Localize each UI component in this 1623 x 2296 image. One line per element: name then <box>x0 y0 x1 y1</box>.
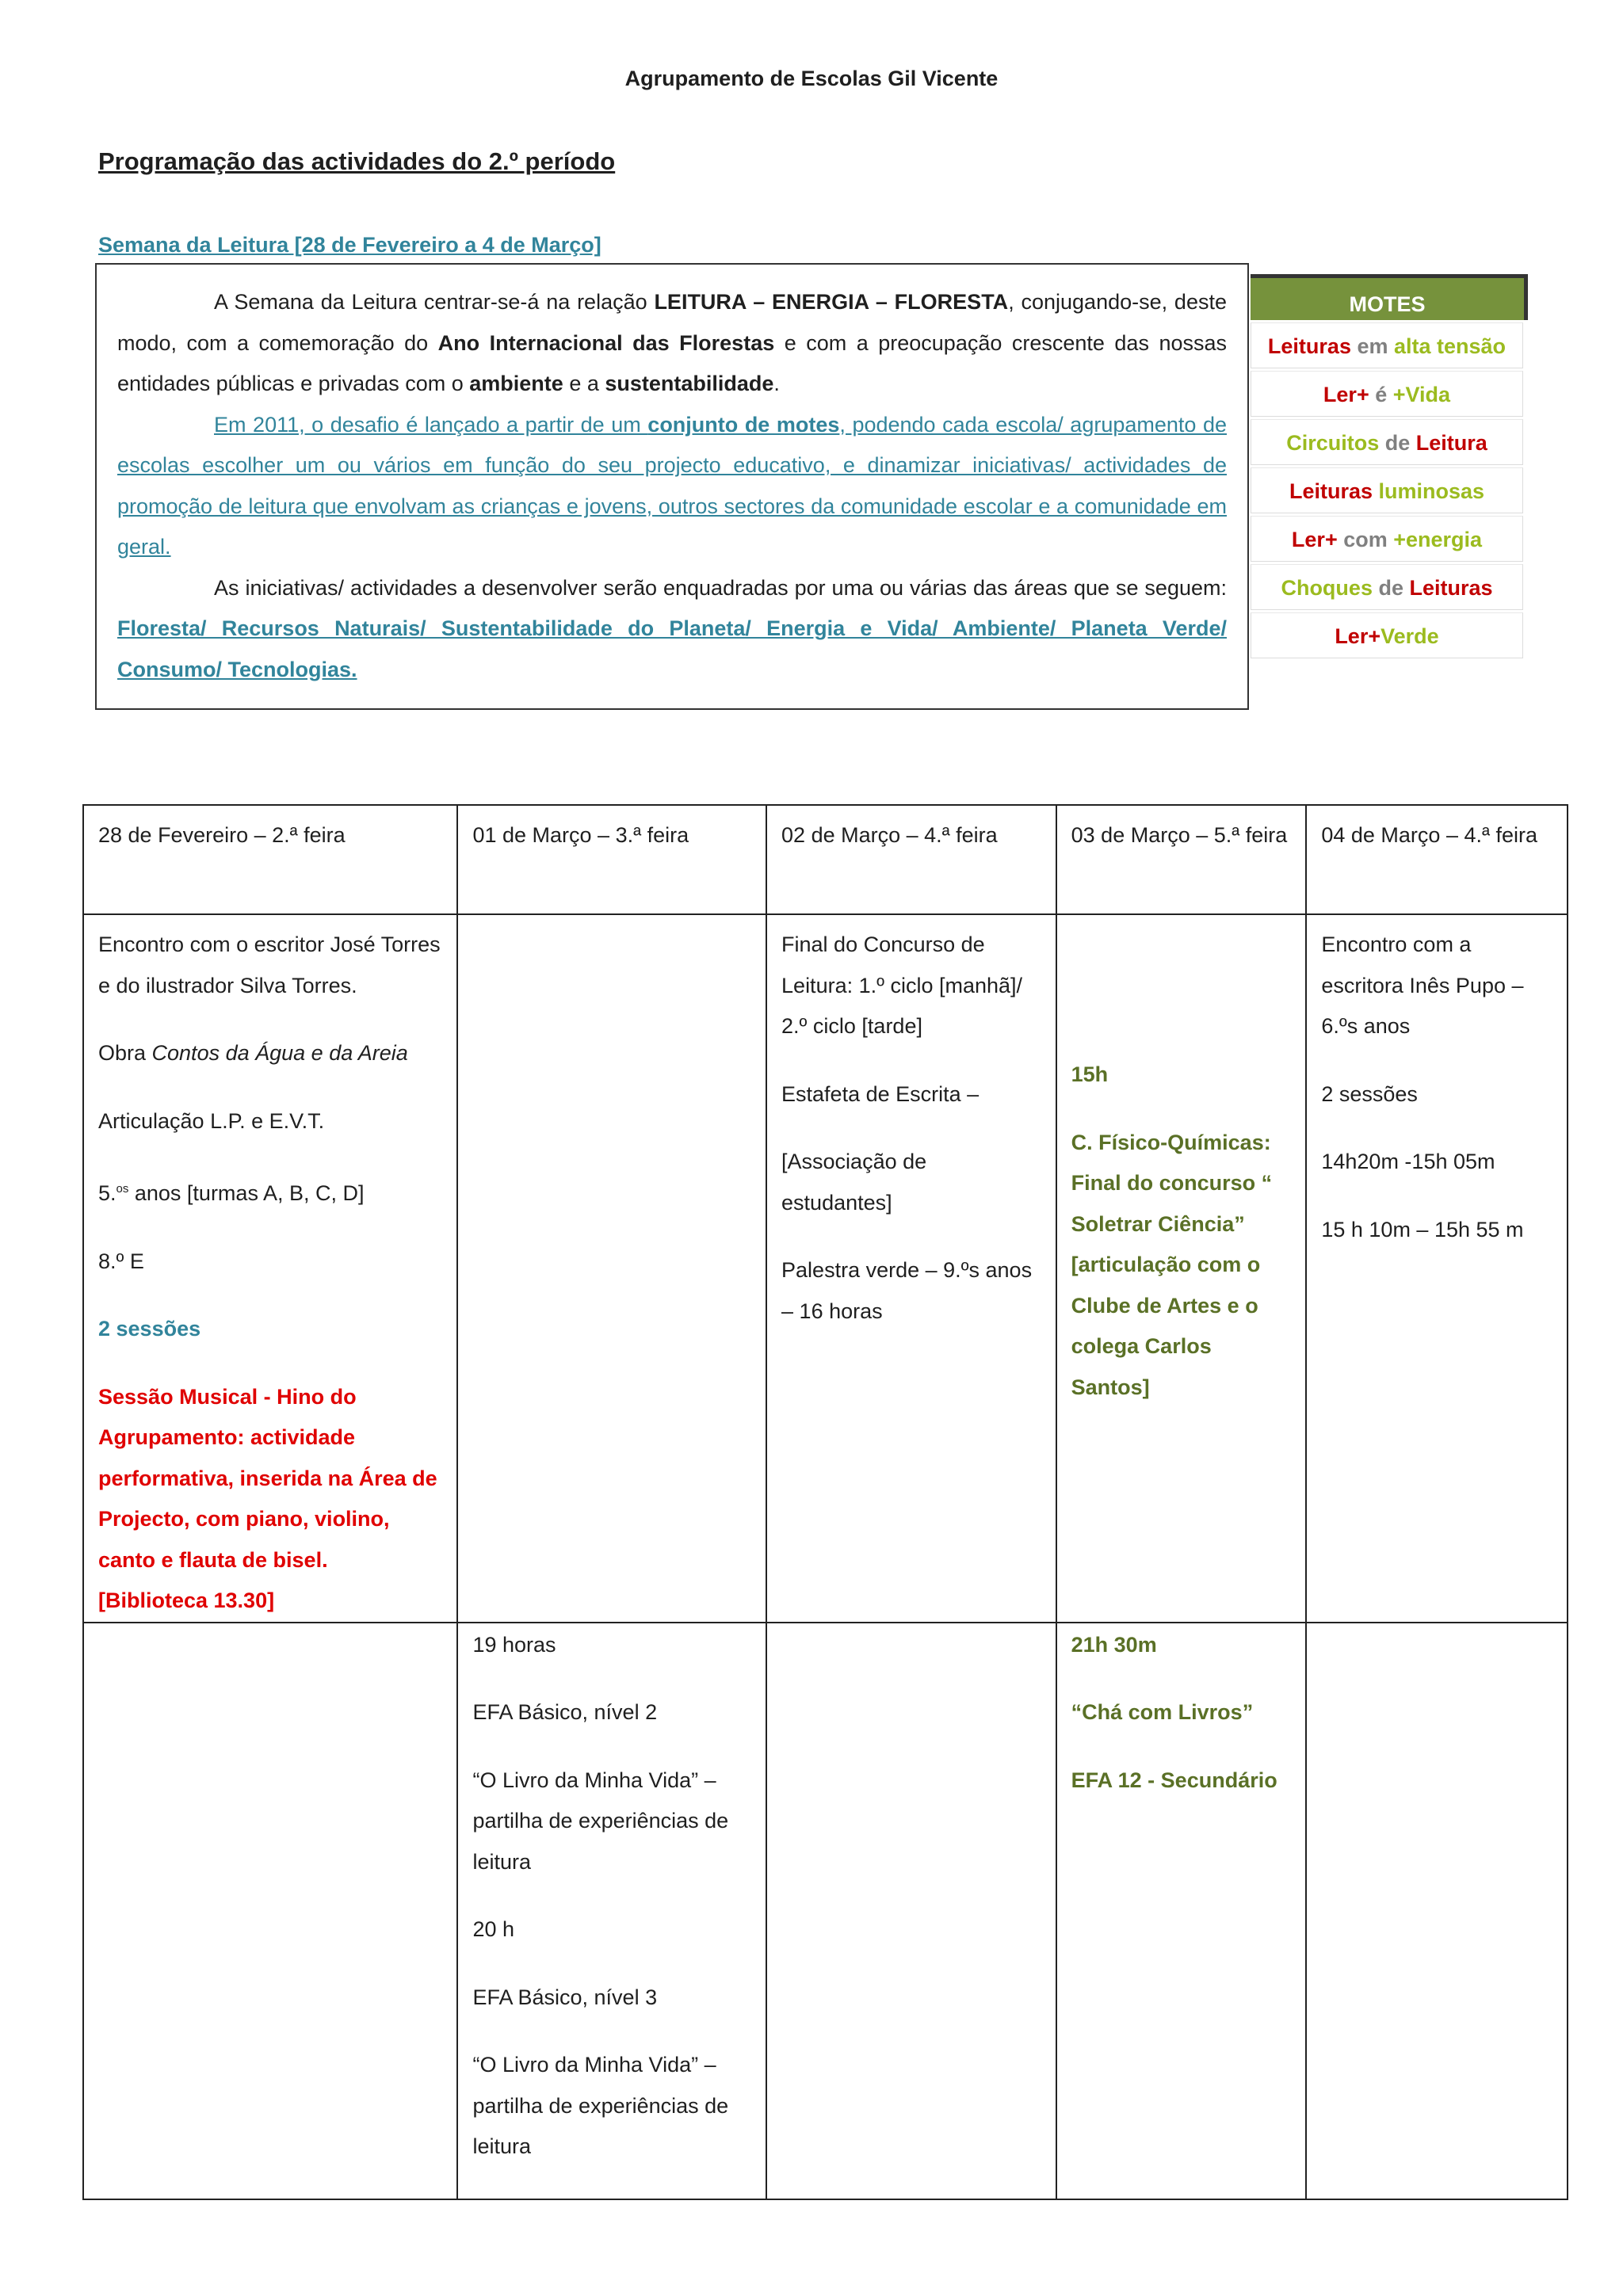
event-text: “Chá com Livros” <box>1071 1700 1254 1724</box>
event-text: 5. <box>98 1181 116 1205</box>
intro-text: As iniciativas/ actividades a desenvolver serão enquadradas por uma ou várias das áreas que se seguem: <box>214 575 1227 600</box>
table-row <box>83 1623 1568 2199</box>
friday-cell <box>1306 914 1568 1623</box>
mote-word: Choques <box>1281 576 1373 600</box>
event-text: [Associação de estudantes] <box>781 1150 927 1215</box>
intro-link-text[interactable]: Em 2011, o desafio é lançado a partir de um <box>214 412 648 437</box>
intro-bold: sustentabilidade <box>605 372 774 395</box>
intro-box <box>95 263 1249 710</box>
intro-paragraph-3 <box>117 568 1227 691</box>
thursday-cell <box>1056 914 1307 1623</box>
mote-word: luminosas <box>1373 479 1485 503</box>
tuesday-cell <box>457 914 766 1623</box>
mote-item <box>1251 419 1523 465</box>
event-time: 19 horas <box>472 1632 556 1657</box>
event-text: “O Livro da Minha Vida” – partilha de experiências de leitura <box>472 1768 729 1874</box>
intro-text: e a <box>563 372 605 395</box>
mote-word: +energia <box>1393 528 1483 551</box>
mote-word: Leituras <box>1409 576 1493 600</box>
day-header: 03 de Março – 5.ª feira <box>1056 805 1307 914</box>
event-text: 15 h 10m – 15h 55 m <box>1321 1217 1524 1241</box>
event-text: Encontro com a escritora Inês Pupo – 6.ºs anos <box>1321 933 1524 1038</box>
day-header: 02 de Março – 4.ª feira <box>766 805 1056 914</box>
organization-name: Agrupamento de Escolas Gil Vicente <box>624 67 999 90</box>
intro-text: e com a preocupação crescente das nossas entidades públicas e privadas com o <box>117 330 1227 395</box>
mote-word: com <box>1337 528 1394 551</box>
motes-panel <box>1251 274 1528 658</box>
intro-text: . <box>773 372 780 395</box>
superscript: os <box>116 1182 129 1196</box>
motes-heading: MOTES <box>1251 274 1528 320</box>
mote-item <box>1251 612 1523 658</box>
section-link[interactable]: Semana da Leitura [28 de Fevereiro a 4 de Março] <box>98 233 601 257</box>
event-time: 20 h <box>472 1917 515 1941</box>
intro-text: , conjugando-se, deste modo, com a comemoração do <box>117 290 1227 355</box>
areas-link[interactable]: Floresta/ Recursos Naturais/ Sustentabilidade do Planeta/ Energia e Vida/ Ambiente/ Planeta Verde/ Consumo/ Tecnologias. <box>117 616 1227 681</box>
mote-word: Leituras <box>1267 334 1351 358</box>
page-title: Programação das actividades do 2.º período <box>98 147 616 175</box>
event-time: 21h 30m <box>1071 1632 1157 1657</box>
mote-item <box>1251 322 1523 368</box>
intro-paragraph-2[interactable] <box>117 405 1227 568</box>
event-text: 8.º E <box>98 1249 144 1273</box>
day-header: 04 de Março – 4.ª feira <box>1306 805 1568 914</box>
day-header: 28 de Fevereiro – 2.ª feira <box>83 805 457 914</box>
tuesday-cell-2 <box>457 1623 766 2199</box>
event-text: 14h20m -15h 05m <box>1321 1150 1495 1173</box>
mote-item <box>1251 467 1523 513</box>
intro-text: A Semana da Leitura centrar-se-á na relação <box>214 290 655 314</box>
mote-item <box>1251 564 1523 610</box>
book-title: Contos da Água e da Areia <box>151 1041 408 1065</box>
schedule-table <box>82 804 1568 2200</box>
mote-word: +Vida <box>1392 383 1451 406</box>
intro-bold: Ano Internacional das Florestas <box>437 330 775 355</box>
mote-word: Circuitos <box>1286 431 1380 455</box>
thursday-cell-2 <box>1056 1623 1307 2199</box>
event-text: Palestra verde – 9.ºs anos – 16 horas <box>781 1258 1033 1323</box>
event-text: Obra <box>98 1041 152 1065</box>
event-text: Articulação L.P. e E.V.T. <box>98 1108 325 1133</box>
friday-cell-2 <box>1306 1623 1568 2199</box>
music-session: Sessão Musical - Hino do Agrupamento: actividade performativa, inserida na Área de Projecto, com piano, violino, canto e flauta de bisel. [Biblioteca 13.30] <box>98 1384 437 1612</box>
table-header-row <box>83 805 1568 914</box>
intro-bold: LEITURA – ENERGIA – FLORESTA <box>654 290 1009 314</box>
intro-paragraph-1 <box>117 282 1227 405</box>
mote-word: Ler+ <box>1291 528 1338 551</box>
event-text: “O Livro da Minha Vida” – partilha de experiências de leitura <box>472 2053 729 2158</box>
event-text: 2 sessões <box>1321 1081 1418 1106</box>
event-text: Final do Concurso de Leitura: 1.º ciclo [manhã]/ 2.º ciclo [tarde] <box>781 933 1023 1038</box>
event-text: EFA 12 - Secundário <box>1071 1768 1277 1792</box>
sessions-count: 2 sessões <box>98 1317 201 1341</box>
mote-word: Leituras <box>1289 479 1373 503</box>
intro-link-bold[interactable]: conjunto de motes <box>647 412 840 437</box>
event-time: 15h <box>1071 1062 1109 1086</box>
mote-word: de <box>1372 576 1410 600</box>
day-header: 01 de Março – 3.ª feira <box>457 805 766 914</box>
mote-word: Ler+ <box>1323 383 1369 406</box>
mote-item <box>1251 371 1523 417</box>
wednesday-cell <box>766 914 1056 1623</box>
wednesday-cell-2 <box>766 1623 1056 2199</box>
event-text: C. Físico-Químicas: Final do concurso “ Soletrar Ciência” [articulação com o Clube de Artes e o colega Carlos Santos] <box>1071 1130 1273 1399</box>
event-text: anos [turmas A, B, C, D] <box>128 1181 365 1205</box>
monday-cell <box>83 914 457 1623</box>
mote-item <box>1251 516 1523 562</box>
event-text: Estafeta de Escrita – <box>781 1081 980 1106</box>
mote-word: alta tensão <box>1394 334 1507 358</box>
event-text: Encontro com o escritor José Torres e do ilustrador Silva Torres. <box>98 933 441 997</box>
event-text: EFA Básico, nível 3 <box>472 1985 658 2009</box>
intro-link-text[interactable]: , podendo cada escola/ agrupamento de escolas escolher um ou vários em função do seu projecto educativo, e dinamizar iniciativas/ actividades de promoção de leitura que envolvam as crianças e jovens, outros sectores da comunidade escolar e a comunidade em geral. <box>117 412 1227 559</box>
event-text <box>98 1033 442 1074</box>
mote-word: Leitura <box>1415 431 1487 455</box>
table-row <box>83 914 1568 1623</box>
mote-word: Ler+ <box>1335 624 1381 648</box>
intro-bold: ambiente <box>469 372 563 395</box>
mote-word: Verde <box>1381 624 1439 648</box>
mote-word: em <box>1350 334 1394 358</box>
mote-word: é <box>1369 383 1393 406</box>
event-text <box>98 1169 442 1215</box>
event-text: EFA Básico, nível 2 <box>472 1700 658 1724</box>
monday-cell-2 <box>83 1623 457 2199</box>
mote-word: de <box>1379 431 1416 455</box>
